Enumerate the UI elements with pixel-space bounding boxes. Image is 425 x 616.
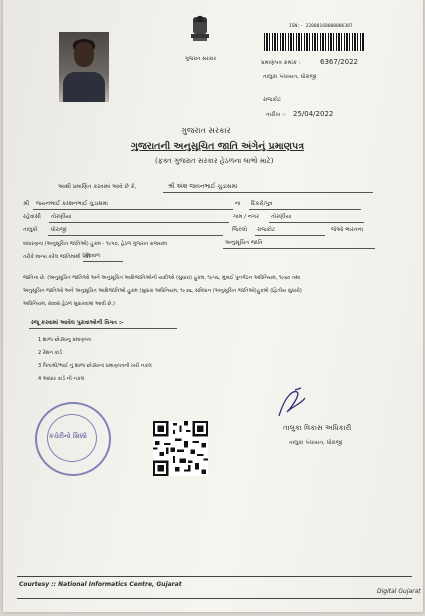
document-item: 2 રેશન કાર્ડ — [38, 350, 63, 356]
caste-line — [83, 261, 123, 262]
relation-value: દિકરો/પુત્ર — [251, 201, 273, 207]
seal-text: કચેરીનો સિક્કો — [49, 432, 87, 440]
intro-text: આથી પ્રમાણિત કરવામાં આવે છે કે, — [58, 184, 137, 190]
village-line-2 — [269, 222, 364, 223]
legal-para-1: જાતિના છે. (અનુસૂચિત જાતિઓ અને અનુસૂચિત આદિજાતિઓની યાદીઓ (સુધારા) હુકમ, ૧૯૫૬, મુંબઈ પુનર્ગઠન અધિનિયમ, ૧૯૬૦ તથા — [23, 275, 301, 281]
footer-divider-bottom — [17, 598, 412, 599]
office-seal-stamp — [35, 402, 111, 476]
caste-text: તરીકે માન્ય કરેલ જાતિમાંથી પૈકી — [23, 254, 91, 260]
legal-para-3: અધિનિયમ, ૨૦૦૨ હેઠળ સુધારવામાં આવી છે.) — [23, 301, 115, 307]
footer-divider — [17, 576, 412, 577]
issuing-city: રાજકોટ — [263, 97, 282, 103]
category-value: અનુસૂચિત જાતિ — [225, 240, 263, 246]
relation-label: ના — [235, 201, 241, 207]
documents-heading-underline — [29, 328, 177, 329]
applicant-name: શ્રી અંશ જયનભાઈ ચુડાસમા — [168, 183, 238, 190]
relation-line — [249, 209, 361, 210]
certificate-title: ગુજરાતની અનુસૂચિત જાતિ અંગેનું પ્રમાણપત્ર — [131, 141, 305, 152]
father-name-line — [33, 209, 233, 210]
sri-label: શ્રી — [23, 201, 30, 207]
emblem-caption: ગુજરાત સરકાર — [185, 56, 217, 62]
caste-value: મેઘવાળ — [85, 253, 101, 259]
barcode-number: ISN:- 22000168000006387 — [289, 24, 353, 29]
issuing-office: તાલુકા પંચાયત, ધોરાજી — [263, 74, 317, 80]
community-text: બંધારણના (અનુસૂચિત જાતિઓ) હુકમ - ૧૯૫૦, હેઠળ ગુજરાત રાજ્યમાં — [23, 241, 167, 247]
applicant-photo — [59, 32, 109, 102]
category-line — [223, 248, 375, 249]
district-line — [255, 235, 325, 236]
footer-digital-gujarat: Digital Gujarat — [377, 588, 421, 595]
barcode — [264, 33, 364, 51]
certificate-subtitle: (ફક્ત ગુજરાત સરકાર હેઠળના લાભો માટે) — [155, 157, 274, 165]
legal-para-2: અનુસૂચિત જાતિઓ અને અનુસૂચિત આદિજાતિઓ હુકમ (સુધારા અધિનિયમ, ૧૯૭૬, સંવિધાન (અનુસૂચિત જાતિઓ)હુકમો (દ્વિતીય સુધારો) — [23, 288, 302, 294]
certificate-page — [3, 0, 423, 612]
government-title: ગુજરાત સરકાર — [181, 126, 231, 135]
national-emblem-icon — [184, 14, 216, 54]
document-item: 4 આધાર કાર્ડ ની નકલ — [38, 376, 85, 382]
documents-heading: રજૂ કરવામાં આવેલ પુરાવાઓની વિગત :- — [31, 320, 124, 326]
certificate-number: 6367/2022 — [320, 58, 358, 66]
residence-label: રહેવાસી — [23, 214, 41, 220]
father-name: જયનભાઈ કરશનભાઈ ચુડાસમા — [36, 201, 109, 207]
date-label: તારીખ :- — [266, 112, 286, 118]
officer-signature-icon — [271, 386, 311, 420]
officer-office: તાલુકા પંચાયત, ધોરાજી — [289, 440, 343, 446]
document-item: 3 પિતાશ્રી/ભાઈ નું શાળા છોડ્યાનાં પ્રમાણપત્રની ખરી નકલ — [38, 363, 152, 369]
taluka-value: ધોરાજી — [51, 227, 67, 233]
qr-code-icon — [153, 421, 208, 476]
officer-designation: તાલુકા વિકાસ અધિકારી — [283, 423, 352, 432]
village-label: ગામ / નગર — [233, 214, 259, 220]
document-item: 1 શાળા છોડ્યાનુ પ્રમાણપત્ર — [38, 337, 91, 343]
applicant-name-line — [163, 192, 373, 193]
district-label: જિલ્લો — [232, 227, 248, 233]
certificate-no-label: પ્રમાણપત્ર ક્રમાંક : — [261, 60, 301, 66]
taluka-line — [48, 235, 223, 236]
village-value: તોરણીયા — [51, 214, 72, 220]
state-text: જેઓ ભારતના — [331, 227, 364, 233]
village-line — [49, 222, 229, 223]
taluka-label: તાલુકો — [23, 227, 38, 233]
district-value: રાજકોટ — [257, 227, 276, 233]
issue-date: 25/04/2022 — [293, 110, 334, 118]
village-value-2: તોરણીયા — [271, 214, 292, 220]
footer-courtesy: Courtesy :: National Informatics Centre, Gujarat — [19, 581, 182, 588]
